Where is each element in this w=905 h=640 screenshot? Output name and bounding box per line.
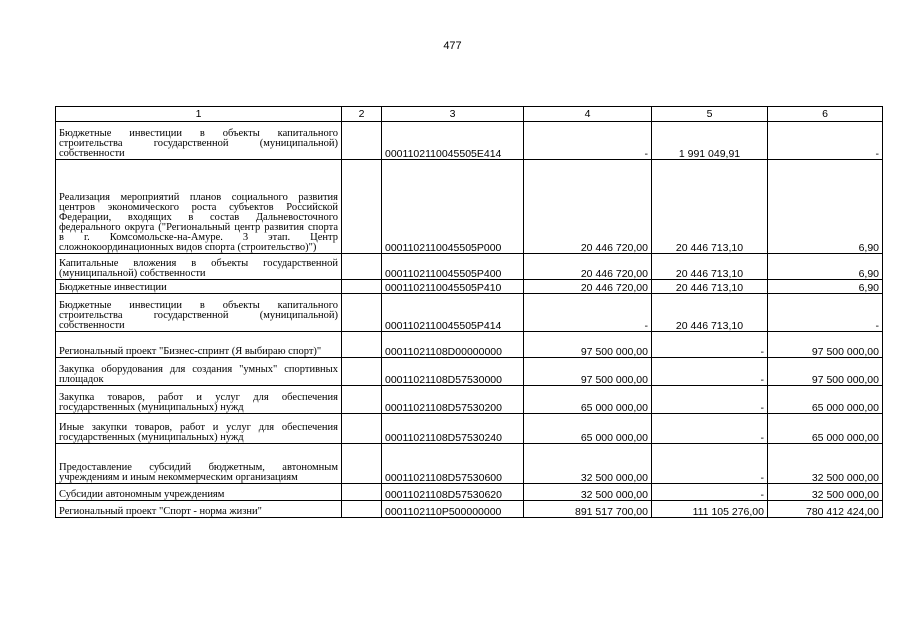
row-name: Бюджетные инвестиции	[56, 280, 342, 294]
row-diff: 780 412 424,00	[768, 501, 883, 518]
row-fact: -	[652, 414, 768, 444]
row-plan: 20 446 720,00	[524, 160, 652, 254]
row-col2	[342, 414, 382, 444]
row-name: Бюджетные инвестиции в объекты капитального строительства государственной (муниципальной) собственности	[56, 294, 342, 332]
row-col2	[342, 386, 382, 414]
row-fact: -	[652, 386, 768, 414]
row-diff: 97 500 000,00	[768, 332, 883, 358]
row-diff: 6,90	[768, 160, 883, 254]
row-diff: 65 000 000,00	[768, 414, 883, 444]
table-row	[56, 484, 883, 501]
row-plan: 32 500 000,00	[524, 444, 652, 484]
page-number: 477	[443, 40, 462, 52]
table-row	[56, 254, 883, 280]
header-col-6: 6	[768, 107, 883, 122]
row-name: Предоставление субсидий бюджетным, автономным учреждениям и иным некоммерческим организациям	[56, 444, 342, 484]
row-diff: 6,90	[768, 254, 883, 280]
row-plan: 891 517 700,00	[524, 501, 652, 518]
row-name: Капитальные вложения в объекты государственной (муниципальной) собственности	[56, 254, 342, 280]
header-col-5: 5	[652, 107, 768, 122]
row-plan: 20 446 720,00	[524, 280, 652, 294]
header-col-2: 2	[342, 107, 382, 122]
row-col2	[342, 484, 382, 501]
row-code: 00011021108D57530200	[382, 386, 524, 414]
row-fact: -	[652, 358, 768, 386]
row-fact: -	[652, 484, 768, 501]
row-plan: 97 500 000,00	[524, 332, 652, 358]
row-plan: 97 500 000,00	[524, 358, 652, 386]
row-name: Субсидии автономным учреждениям	[56, 484, 342, 501]
row-code: 00011021108D57530000	[382, 358, 524, 386]
row-code: 0001102110045505P400	[382, 254, 524, 280]
row-name: Закупка оборудования для создания "умных" спортивных площадок	[56, 358, 342, 386]
row-fact: -	[652, 332, 768, 358]
table-row	[56, 414, 883, 444]
row-fact: 20 446 713,10	[652, 294, 768, 332]
row-col2	[342, 501, 382, 518]
row-fact: 20 446 713,10	[652, 254, 768, 280]
row-col2	[342, 358, 382, 386]
table-row	[56, 444, 883, 484]
row-plan: 32 500 000,00	[524, 484, 652, 501]
table-row	[56, 122, 883, 160]
table-row	[56, 358, 883, 386]
row-code: 0001102110045505P414	[382, 294, 524, 332]
row-name: Закупка товаров, работ и услуг для обеспечения государственных (муниципальных) нужд	[56, 386, 342, 414]
row-diff: 6,90	[768, 280, 883, 294]
row-code: 0001102110045505P000	[382, 160, 524, 254]
row-plan: 65 000 000,00	[524, 386, 652, 414]
row-code: 00011021108D57530600	[382, 444, 524, 484]
table-row	[56, 294, 883, 332]
row-plan: 65 000 000,00	[524, 414, 652, 444]
row-diff: 65 000 000,00	[768, 386, 883, 414]
table-row	[56, 386, 883, 414]
row-diff: 32 500 000,00	[768, 484, 883, 501]
header-col-4: 4	[524, 107, 652, 122]
row-name: Иные закупки товаров, работ и услуг для обеспечения государственных (муниципальных) нужд	[56, 414, 342, 444]
row-code: 00011021108D57530240	[382, 414, 524, 444]
row-name: Бюджетные инвестиции в объекты капитального строительства государственной (муниципальной) собственности	[56, 122, 342, 160]
row-fact: 20 446 713,10	[652, 160, 768, 254]
row-code: 0001102110045505P410	[382, 280, 524, 294]
row-fact: 1 991 049,91	[652, 122, 768, 160]
row-diff: 32 500 000,00	[768, 444, 883, 484]
row-name: Региональный проект "Спорт - норма жизни"	[56, 501, 342, 518]
row-diff: 97 500 000,00	[768, 358, 883, 386]
row-plan: -	[524, 294, 652, 332]
header-col-1: 1	[56, 107, 342, 122]
table-row	[56, 332, 883, 358]
row-code: 0001102110045505E414	[382, 122, 524, 160]
row-col2	[342, 294, 382, 332]
row-code: 0001102110P500000000	[382, 501, 524, 518]
row-diff: -	[768, 122, 883, 160]
row-col2	[342, 122, 382, 160]
header-row	[56, 107, 883, 122]
budget-table	[55, 106, 883, 518]
table-row	[56, 160, 883, 254]
row-fact: 111 105 276,00	[652, 501, 768, 518]
row-fact: -	[652, 444, 768, 484]
row-col2	[342, 332, 382, 358]
table-row	[56, 280, 883, 294]
row-code: 00011021108D00000000	[382, 332, 524, 358]
row-col2	[342, 280, 382, 294]
row-name: Региональный проект "Бизнес-спринт (Я выбираю спорт)"	[56, 332, 342, 358]
row-fact: 20 446 713,10	[652, 280, 768, 294]
row-col2	[342, 444, 382, 484]
table-row	[56, 501, 883, 518]
row-diff: -	[768, 294, 883, 332]
row-plan: -	[524, 122, 652, 160]
row-col2	[342, 160, 382, 254]
row-plan: 20 446 720,00	[524, 254, 652, 280]
row-code: 00011021108D57530620	[382, 484, 524, 501]
row-name: Реализация мероприятий планов социального развития центров экономического роста субъектов Российской Федерации, входящих в состав Дальневосточного федерального округа ("Региональный центр развития спорта в г. Комсомольске-на-Амуре. 3 этап. Центр сложнокоординационных видов спорта (строительство)")	[56, 160, 342, 254]
row-col2	[342, 254, 382, 280]
header-col-3: 3	[382, 107, 524, 122]
